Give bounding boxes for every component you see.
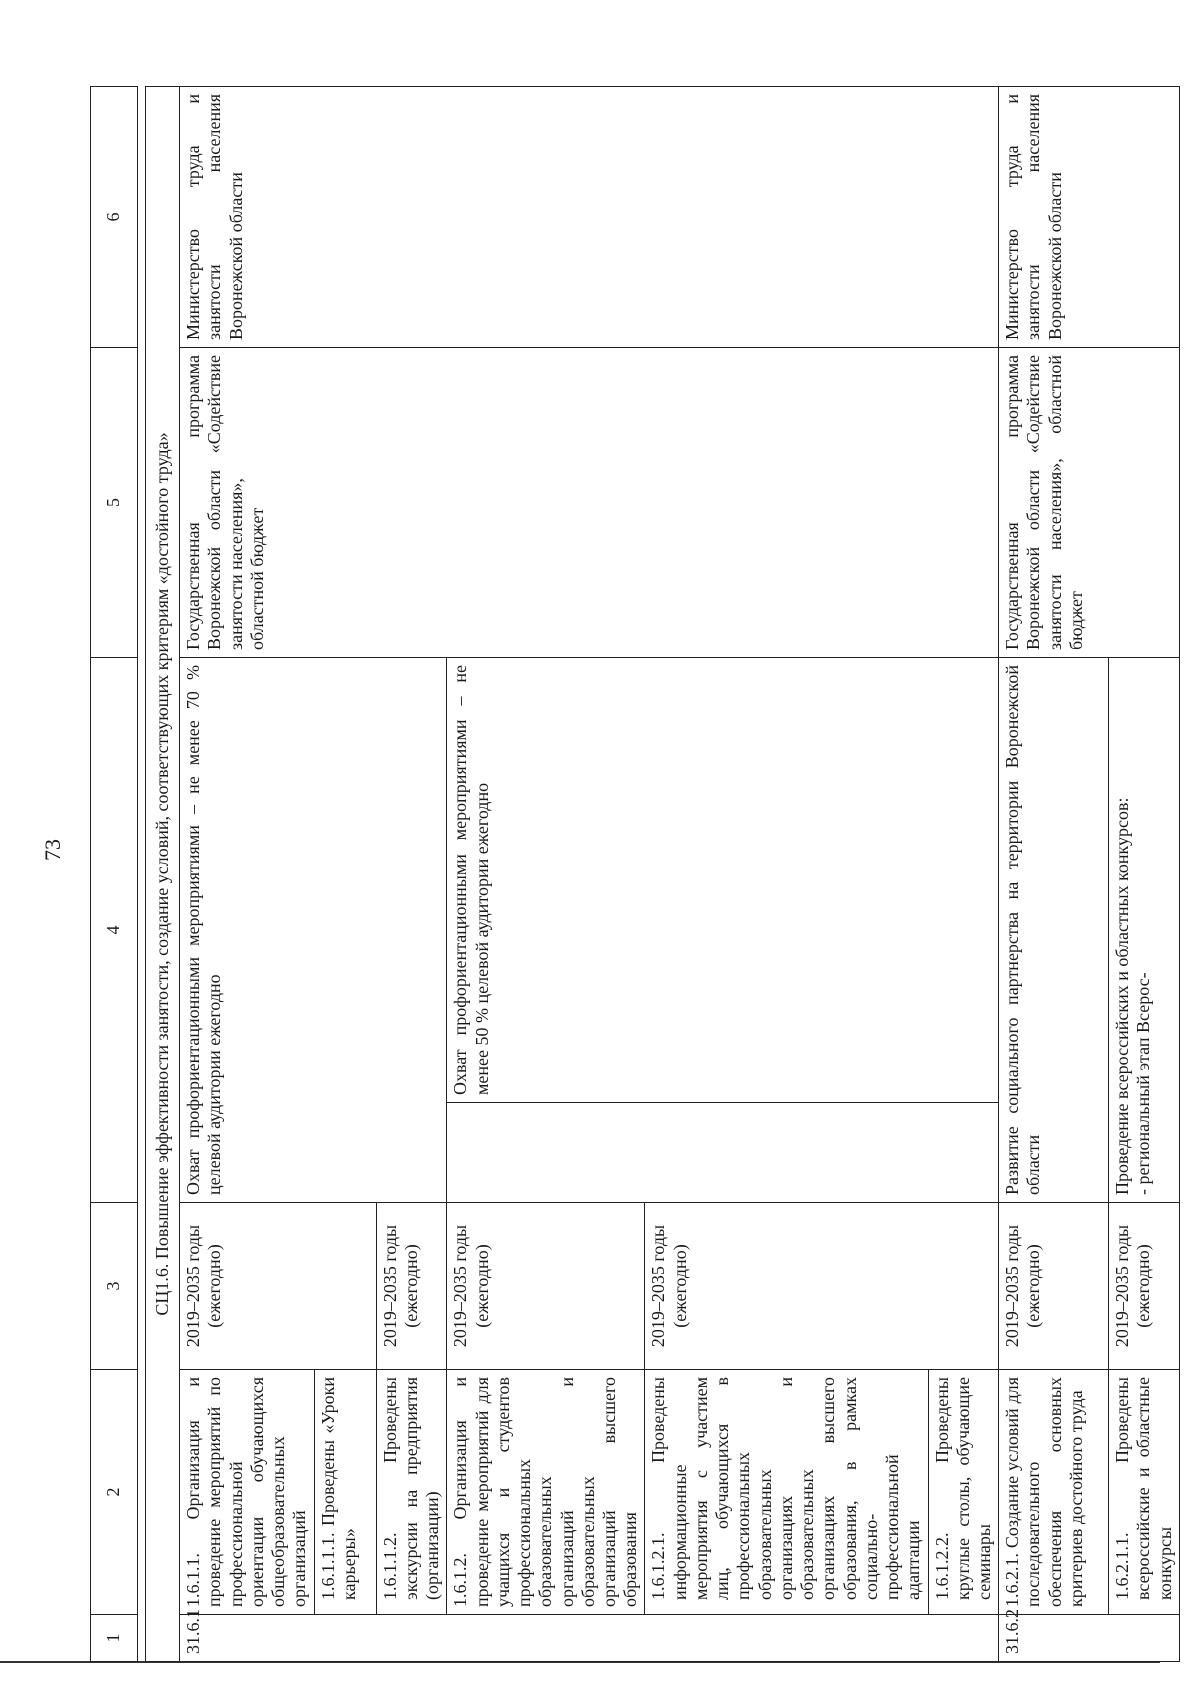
task-cell: 1.6.1.2.1. Проведены информационные мероприятия с участием лиц, обучающихся в профессиональных образовательных организациях и образовательных организациях высшего образования, в рамках социально-профессиональной адаптации bbox=[645, 1370, 928, 1615]
task-cell: 1.6.1.2.2. Проведены круглые столы, обучающие семинары bbox=[928, 1370, 999, 1615]
responsible-cell: Министерство труда и занятости населения Воронежской области bbox=[999, 87, 1180, 348]
spacer-row bbox=[138, 87, 146, 1662]
table-row bbox=[999, 87, 1109, 1662]
source-budget: областной бюджет bbox=[246, 507, 267, 650]
plan-table bbox=[90, 86, 1180, 1662]
task-cell: 1.6.2.1.1. Проведены всероссийские и областные конкурсы bbox=[1109, 1370, 1180, 1615]
section-title: СЦ1.6. Повышение эффективности занятости, создание условий, соответствующих критериям «достойного труда» bbox=[146, 87, 180, 1662]
period-cell: 2019–2035 годы (ежегодно) bbox=[376, 1203, 447, 1370]
period-cell: 2019–2035 годы (ежегодно) bbox=[180, 1203, 376, 1370]
table-row bbox=[180, 87, 314, 1662]
task-cell: 1.6.2.1. Создание условий для последовательного обеспечения основных критериев достойного труда bbox=[999, 1370, 1109, 1615]
indicator-cell: Охват профориентационными мероприятиями – не менее 70 % целевой аудитории ежегодно bbox=[180, 658, 447, 1203]
task-cell: 1.6.1.2. Организация и проведение мероприятий для учащихся и студентов профессиональных образовательных организаций и образовательных организаций высшего образования bbox=[447, 1370, 645, 1615]
task-cell: 1.6.1.1.1. Проведены «Уроки карьеры» bbox=[314, 1370, 376, 1615]
page-number: 73 bbox=[40, 839, 65, 861]
col-5-header: 5 bbox=[91, 348, 138, 658]
period-cell: 2019–2035 годы (ежегодно) bbox=[1109, 1203, 1180, 1370]
indicator-spacer bbox=[447, 1103, 999, 1203]
indicator-cell: Развитие социального партнерства на территории Воронежской области bbox=[999, 658, 1109, 1203]
row-code: 31.6.1 bbox=[180, 1615, 999, 1662]
column-number-row bbox=[91, 87, 138, 1662]
indicator-line: Проведение всероссийских и областных конкурсов: bbox=[1112, 797, 1133, 1195]
source-cell bbox=[180, 348, 999, 658]
source-cell: Государственная программа Воронежской области «Содействие занятости населения», областной бюджет bbox=[999, 348, 1180, 658]
task-cell: 1.6.1.1. Организация и проведение мероприятий по профессиональной ориентации обучающихся общеобразовательных организаций bbox=[180, 1370, 314, 1615]
indicator-cell: Охват профориентационными мероприятиями – не менее 50 % целевой аудитории ежегодно bbox=[447, 658, 999, 1103]
row-code: 31.6.2 bbox=[999, 1615, 1180, 1662]
col-2-header: 2 bbox=[91, 1370, 138, 1615]
indicator-line: - региональный этап Всерос- bbox=[1133, 972, 1154, 1195]
col-6-header: 6 bbox=[91, 87, 138, 348]
col-4-header: 4 bbox=[91, 658, 138, 1203]
rotated-table-sheet bbox=[90, 87, 1175, 1662]
col-1-header: 1 bbox=[91, 1615, 138, 1662]
period-cell: 2019–2035 годы (ежегодно) bbox=[999, 1203, 1109, 1370]
period-cell: 2019–2035 годы (ежегодно) bbox=[447, 1203, 645, 1370]
task-cell: 1.6.1.1.2. Проведены экскурсии на предприятия (организации) bbox=[376, 1370, 447, 1615]
indicator-cell bbox=[1109, 658, 1180, 1203]
responsible-cell: Министерство труда и занятости населения Воронежской области bbox=[180, 87, 999, 348]
source-text: Государственная программа Воронежской области «Содействие занятости населения», bbox=[183, 355, 246, 650]
period-cell: 2019–2035 годы (ежегодно) bbox=[645, 1203, 999, 1370]
section-row bbox=[146, 87, 180, 1662]
col-3-header: 3 bbox=[91, 1203, 138, 1370]
